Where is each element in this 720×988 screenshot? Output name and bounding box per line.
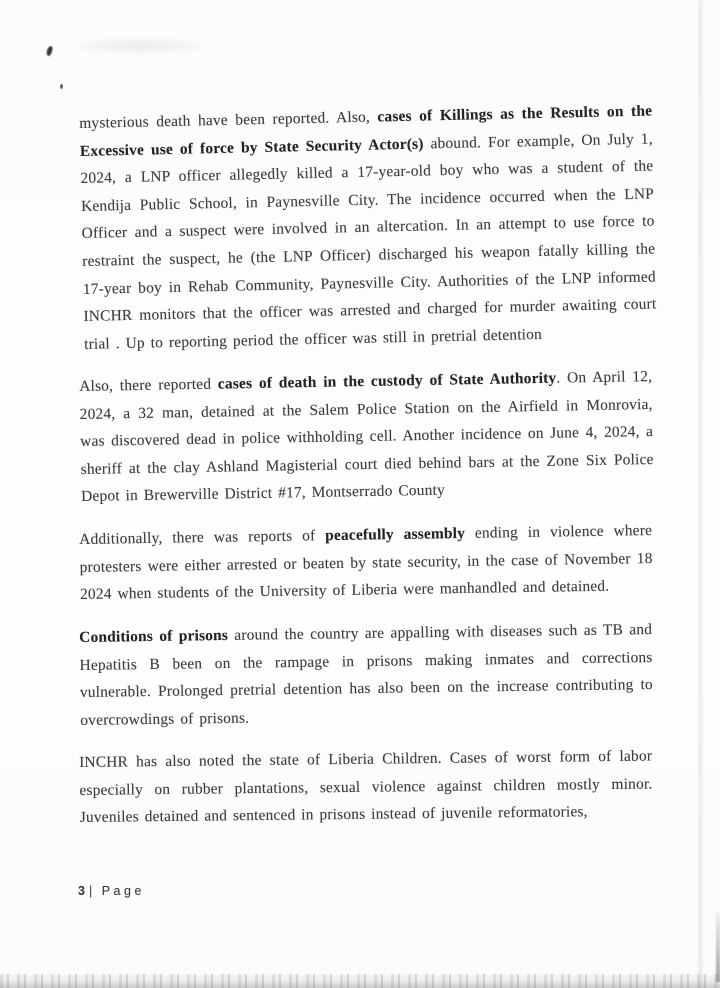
text-segment: . On April 12, 2024, a 32 man, detained at the Salem Police Station on the Airfield in Monrovia, was discovered dead in police withholding cell. Another incidence on June 4, 2024, a sheriff at the clay Ashland Magisterial court died behind bars at the Zone Six Police Depot in Brewerville District #17, Montserrado County [79, 368, 654, 506]
paragraph-peaceful-assembly [79, 517, 653, 609]
page-number-word: Page [101, 884, 145, 898]
text-segment: Also, there reported [79, 375, 219, 396]
document-text [79, 102, 657, 847]
text-segment: INCHR has also noted the state of Liberia Children. Cases of worst form of labor especially on rubber plantations, sexual violence against children mostly minor. Juveniles detained and sentenced in prisons instead of juvenile reformatories, [79, 747, 653, 827]
text-segment: abound. For example, On July 1, 2024, a LNP officer allegedly killed a 17-year-old boy who was a student of the Kendija Public School, in Paynesville City. The incidence occurred when the LNP Officer and a suspect were involved in an altercation. In an attempt to use force to restraint the suspect, he (the LNP Officer) discharged his weapon fatally killing the 17-year boy in Rehab Community, Paynesville City. Authorities of the LNP informed INCHR monitors that the officer was arrested and charged for murder awaiting court trial . Up to reporting period the officer was still in pretrial detention [80, 130, 657, 353]
scan-corner-shadow [716, 912, 720, 982]
paragraph-prison-conditions [79, 616, 653, 734]
paragraph-custody-deaths [79, 363, 654, 511]
ink-blot-icon [46, 46, 53, 57]
scan-streak-artifact [699, 0, 702, 988]
text-segment: mysterious death have been reported. Also, [79, 108, 378, 132]
text-segment-bold: cases of death in the custody of State Authority [217, 370, 557, 393]
paragraph-excessive-force-killings [79, 98, 657, 359]
ink-speck-icon [60, 84, 63, 89]
text-segment: around the country are appalling with diseases such as TB and Hepatitis B been on the rampage in prisons making inmates and corrections vulnerable. Prolonged pretrial detention has also been on the increase contributing to overcrowdings of prisons. [79, 621, 654, 729]
page-number-value: 3 [78, 884, 85, 898]
scan-bottom-edge-artifact [0, 974, 720, 988]
text-segment-bold: Conditions of prisons [79, 627, 229, 647]
text-segment: ending in violence where protesters were either arrested or beaten by state security, in the case of November 18 2024 when students of the University of Liberia were manhandled and detained. [79, 522, 653, 604]
paragraph-liberia-children [79, 743, 653, 832]
page-number [78, 884, 145, 898]
page-number-separator: | [88, 884, 96, 898]
text-segment: Additionally, there was reports of [79, 527, 326, 549]
text-segment-bold: cases of Killings as the Results on the Excessive use of force by State Security Actor(s) [79, 102, 653, 160]
text-segment-bold: peacefully assembly [325, 525, 466, 545]
